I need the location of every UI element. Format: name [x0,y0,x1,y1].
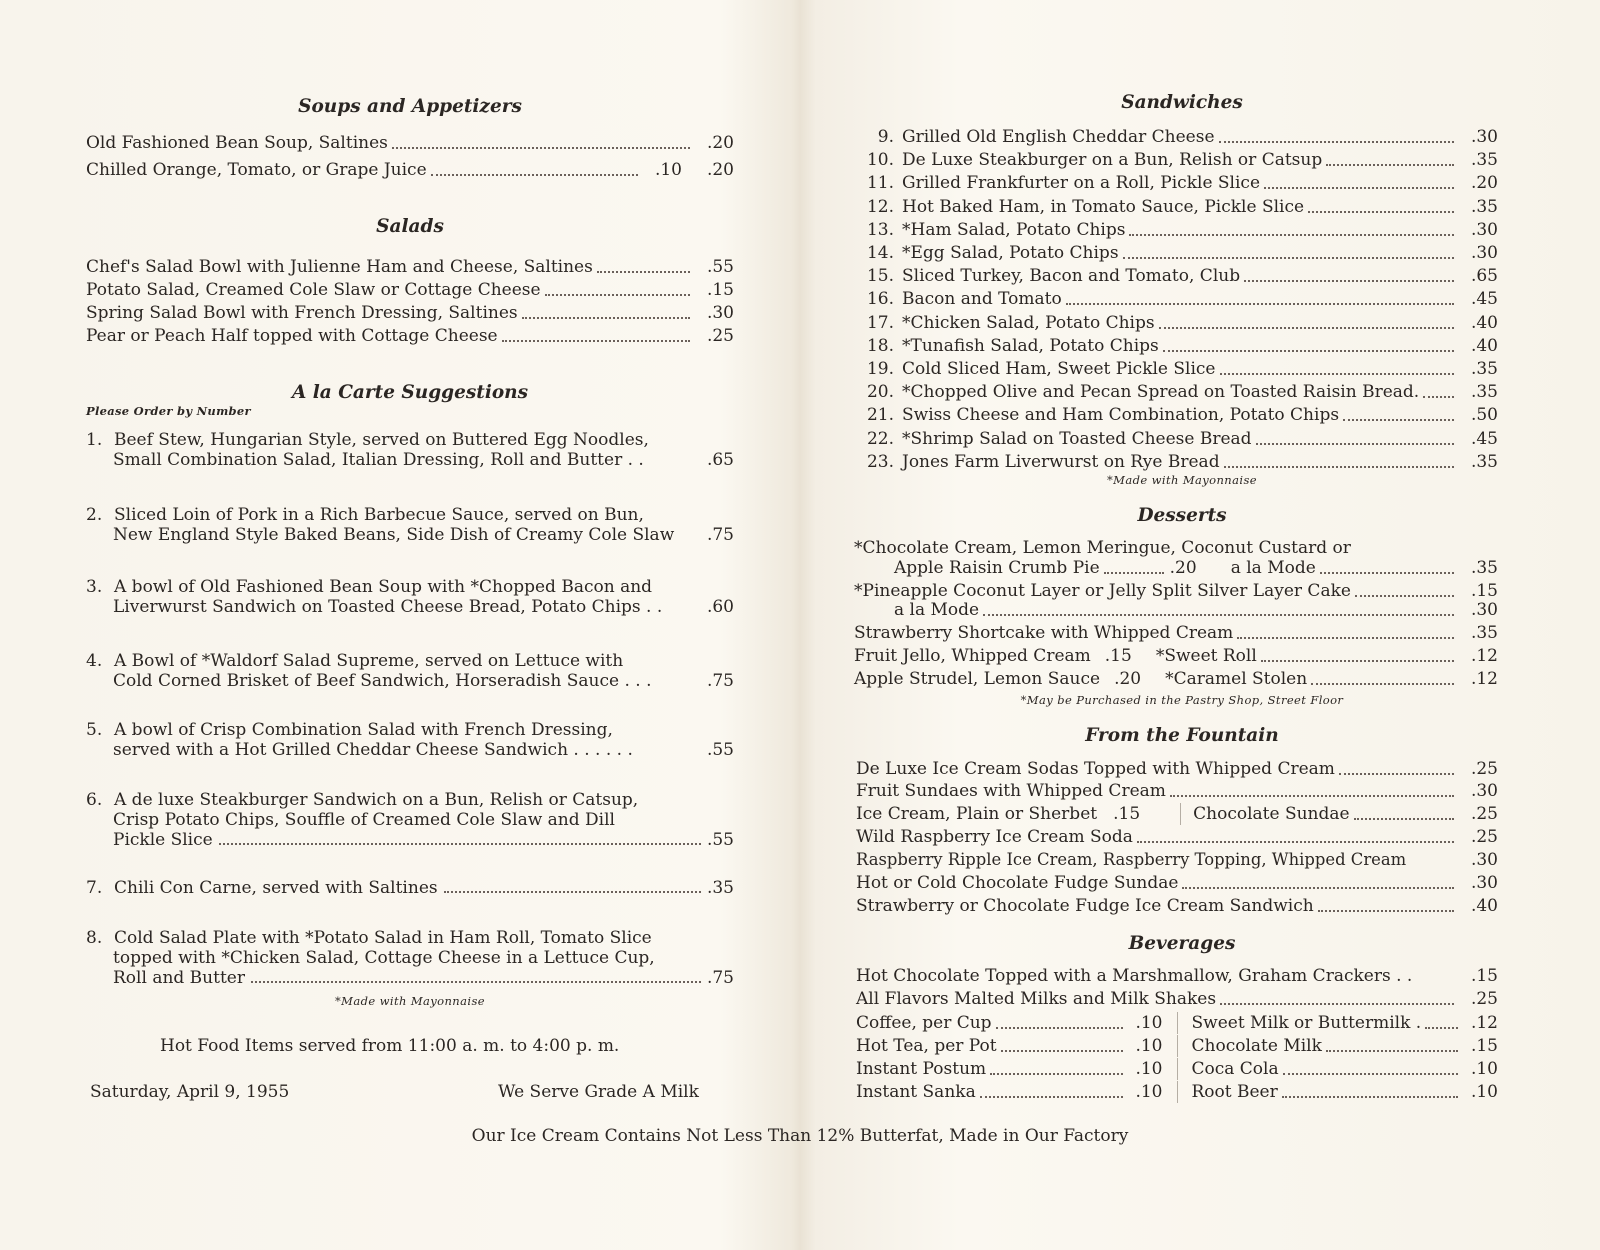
alacarte-item-3: 3. A bowl of Old Fashioned Bean Soup with *Chopped Bacon and Liverwurst Sandwich on Toasted Cheese Bread, Potato Chips . . .60 [86,577,734,617]
pastry-note: *May be Purchased in the Pastry Shop, Street Floor [1020,693,1344,707]
menu-item: Potato Salad, Creamed Cole Slaw or Cottage Cheese .15 [86,280,734,300]
sandwich-item: 19. Cold Sliced Ham, Sweet Pickle Slice .35 [866,359,1498,379]
beverage-item: All Flavors Malted Milks and Milk Shakes .25 [856,989,1498,1009]
fountain-item: Strawberry or Chocolate Fudge Ice Cream Sandwich .40 [856,896,1498,916]
dessert-line: *Chocolate Cream, Lemon Meringue, Coconut Custard or [854,538,1351,558]
sandwich-item: 14. *Egg Salad, Potato Chips .30 [866,243,1498,263]
dessert-line: Fruit Jello, Whipped Cream .15 *Sweet Roll .12 [854,646,1498,666]
menu-item: Spring Salad Bowl with French Dressing, Saltines .30 [86,303,734,323]
alacarte-item-4: 4. A Bowl of *Waldorf Salad Supreme, served on Lettuce with Cold Corned Brisket of Beef Sandwich, Horseradish Sauce . . . .75 [86,651,734,691]
sandwich-note: *Made with Mayonnaise [1107,473,1257,487]
menu-item: Chef's Salad Bowl with Julienne Ham and Cheese, Saltines .55 [86,257,734,277]
mayonnaise-note: *Made with Mayonnaise [335,994,485,1008]
sandwich-item: 22. *Shrimp Salad on Toasted Cheese Bread .45 [866,428,1498,449]
fountain-item: Wild Raspberry Ice Cream Soda .25 [856,827,1498,847]
dessert-line: Apple Raisin Crumb Pie .20 a la Mode .35 [894,558,1498,578]
fountain-item: Fruit Sundaes with Whipped Cream .30 [856,781,1498,801]
sandwich-item: 12. Hot Baked Ham, in Tomato Sauce, Pickle Slice .35 [866,196,1498,217]
sandwich-item: 13. *Ham Salad, Potato Chips .30 [866,219,1498,240]
fountain-item: De Luxe Ice Cream Sodas Topped with Whipped Cream .25 [856,759,1498,779]
dessert-line: a la Mode .30 [894,600,1498,620]
fountain-item: Hot or Cold Chocolate Fudge Sundae .30 [856,873,1498,893]
dessert-line: *Pineapple Coconut Layer or Jelly Split Silver Layer Cake .15 [854,581,1498,601]
fountain-item: Ice Cream, Plain or Sherbet .15 Chocolate Sundae .25 [856,804,1498,824]
alacarte-item-7: 7. Chili Con Carne, served with Saltines .35 [86,878,734,898]
beverage-pair-row: Instant Sanka .10 Root Beer .10 [856,1082,1498,1102]
menu-item: Old Fashioned Bean Soup, Saltines .20 [86,133,734,153]
alacarte-item-2: 2. Sliced Loin of Pork in a Rich Barbecue Sauce, served on Bun, New England Style Baked Beans, Side Dish of Creamy Cole Slaw .75 [86,505,734,545]
salads-heading: Salads [376,216,444,237]
beverage-item: Hot Chocolate Topped with a Marshmallow, Graham Crackers . . .15 [856,966,1498,986]
beverages-heading: Beverages [1128,933,1236,954]
dessert-line: Apple Strudel, Lemon Sauce .20 *Caramel Stolen .12 [854,669,1498,689]
alacarte-heading: A la Carte Suggestions [291,382,529,403]
beverage-pair-row: Hot Tea, per Pot .10 Chocolate Milk .15 [856,1036,1498,1056]
alacarte-item-6: 6. A de luxe Steakburger Sandwich on a Bun, Relish or Catsup, Crisp Potato Chips, Souffle of Creamed Cole Slaw and Dill Pickle Slice .55 [86,790,734,850]
menu-item: Pear or Peach Half topped with Cottage Cheese .25 [86,326,734,346]
milk-text: We Serve Grade A Milk [498,1082,699,1102]
sandwich-item: 17. *Chicken Salad, Potato Chips .40 [866,312,1498,333]
sandwich-item: 16. Bacon and Tomato .45 [866,289,1498,310]
sandwich-item: 9. Grilled Old English Cheddar Cheese .30 [877,127,1498,147]
sandwich-item: 20. *Chopped Olive and Pecan Spread on Toasted Raisin Bread. .35 [866,382,1498,403]
beverage-pair-row: Coffee, per Cup .10 Sweet Milk or Buttermilk . .12 [856,1013,1498,1033]
sandwiches-heading: Sandwiches [1121,92,1243,113]
alacarte-item-5: 5. A bowl of Crisp Combination Salad with French Dressing, served with a Hot Grilled Cheddar Cheese Sandwich . . . . . . .55 [86,720,734,760]
dessert-line: Strawberry Shortcake with Whipped Cream .35 [854,623,1498,643]
sandwich-item: 21. Swiss Cheese and Ham Combination, Potato Chips .50 [866,405,1498,426]
footer-text: Our Ice Cream Contains Not Less Than 12% Butterfat, Made in Our Factory [471,1126,1129,1146]
order-note: Please Order by Number [86,404,251,418]
soups-heading: Soups and Appetizers [298,96,522,117]
beverage-pair-row: Instant Postum .10 Coca Cola .10 [856,1059,1498,1079]
sandwich-item: 18. *Tunafish Salad, Potato Chips .40 [866,335,1498,356]
sandwich-item: 10. De Luxe Steakburger on a Bun, Relish or Catsup .35 [866,150,1498,171]
date-text: Saturday, April 9, 1955 [90,1082,290,1102]
sandwich-item: 23. Jones Farm Liverwurst on Rye Bread .35 [866,451,1498,472]
alacarte-item-8: 8. Cold Salad Plate with *Potato Salad in Ham Roll, Tomato Slice topped with *Chicken Salad, Cottage Cheese in a Lettuce Cup, Roll and Butter .75 [86,928,734,988]
sandwich-item: 11. Grilled Frankfurter on a Roll, Pickle Slice .20 [866,173,1498,194]
desserts-heading: Desserts [1137,505,1227,526]
fountain-heading: From the Fountain [1085,725,1279,746]
menu-item: Chilled Orange, Tomato, or Grape Juice .10 .20 [86,160,734,180]
sandwich-item: 15. Sliced Turkey, Bacon and Tomato, Club .65 [866,266,1498,287]
alacarte-item-1: 1. Beef Stew, Hungarian Style, served on Buttered Egg Noodles, Small Combination Salad, Italian Dressing, Roll and Butter . . .65 [86,430,734,470]
fountain-item: Raspberry Ripple Ice Cream, Raspberry Topping, Whipped Cream .30 [856,850,1498,870]
hours-text: Hot Food Items served from 11:00 a. m. to 4:00 p. m. [160,1036,620,1056]
